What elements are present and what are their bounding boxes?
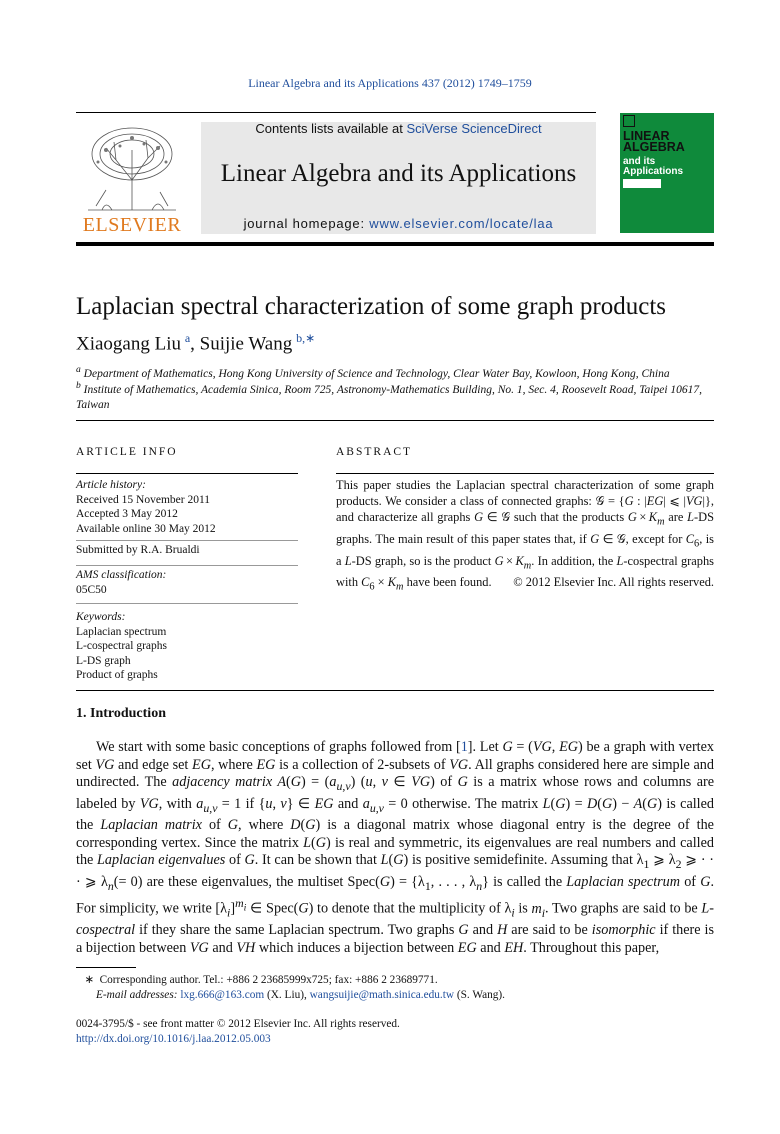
email-link[interactable]: wangsuijie@math.sinica.edu.tw bbox=[309, 989, 455, 1001]
divider bbox=[76, 420, 714, 421]
author-name: Xiaogang Liu bbox=[76, 333, 182, 355]
accepted-date: Accepted 3 May 2012 bbox=[76, 508, 178, 521]
author-affil-mark[interactable]: a bbox=[184, 331, 191, 345]
email-owner: (S. Wang). bbox=[456, 989, 505, 1001]
divider bbox=[76, 565, 298, 566]
article-info-heading: ARTICLE INFO bbox=[76, 446, 178, 458]
email-label: E-mail addresses: bbox=[96, 989, 178, 1001]
contents-line bbox=[201, 121, 596, 136]
divider bbox=[336, 473, 714, 474]
divider bbox=[76, 603, 298, 604]
asterisk-mark: ∗ bbox=[84, 974, 94, 986]
issn-line: 0024-3795/$ - see front matter © 2012 Elsevier Inc. All rights reserved. bbox=[76, 1018, 400, 1030]
homepage-link[interactable]: www.elsevier.com/locate/laa bbox=[369, 216, 554, 231]
journal-citation[interactable]: Linear Algebra and its Applications 437 (2012) 1749–1759 bbox=[248, 76, 532, 90]
email-owner: (X. Liu), bbox=[266, 989, 307, 1001]
cover-title: LINEAR ALGEBRA bbox=[623, 129, 685, 154]
doi-link[interactable]: http://dx.doi.org/10.1016/j.laa.2012.05.003 bbox=[76, 1033, 271, 1045]
keyword: L-DS graph bbox=[76, 654, 131, 667]
homepage-line bbox=[201, 216, 596, 231]
online-date: Available online 30 May 2012 bbox=[76, 522, 216, 535]
ref-link[interactable]: 1 bbox=[460, 739, 468, 755]
footnote-corresponding bbox=[76, 973, 716, 988]
abstract-heading: ABSTRACT bbox=[336, 446, 413, 458]
ams-label: AMS classification: bbox=[76, 569, 167, 581]
intro-paragraph: We start with some basic conceptions of graphs followed from [1]. Let G = (VG, EG) be a graph with vertex set VG and edge set EG, where EG is a collection of 2-subsets of VG. All graphs considered here are simple and undirected. The adjacency matrix $A(G) = (a_{u,v})$ (u, v ∈ VG) of G is a matrix whose rows and columns are labeled by VG, with $a_{u,v} = 1$ if {u, v} ∈ EG and $a_{u,v} = 0$ otherwise. The matrix L(G) = D(G) − A(G) is called the Laplacian matrix of G, where D(G) is a diagonal matrix whose diagonal entry is the degree of the corresponding vertex. Since the matrix L(G) is real and symmetric, its eigenvalues are real numbers and called the Laplacian eigenvalues of G. It can be shown that L(G) is positive semidefinite. Assuming that $\lambda_1$ ⩾ $\lambda_2$ ⩾ · · · ⩾ $\lambda_n(= 0)$ are these eigenvalues, the multiset Spec(G) = {$\lambda_1$, . . . , $\lambda_n$} is called the Laplacian spectrum of G. For simplicity, we write $[\lambda_i]^{m_i}$ ∈ Spec(G) to denote that the multiplicity of $\lambda_i$ is $m_i$. Two graphs are said to be L-cospectral if they share the same Laplacian spectrum. Two graphs G and H are said to be isomorphic if there is a bijection between VG and VH which induces a bijection between EG and EH. Throughout this paper, bbox=[76, 739, 715, 956]
corresponding-text: Corresponding author. Tel.: +886 2 23685999x725; fax: +886 2 23689771. bbox=[99, 974, 438, 986]
elsevier-logo bbox=[76, 120, 188, 238]
journal-cover bbox=[620, 113, 714, 233]
ams-code: 05C50 bbox=[76, 583, 107, 596]
keyword: L-cospectral graphs bbox=[76, 640, 168, 653]
homepage-prefix: journal homepage: bbox=[243, 216, 370, 231]
ams-classification bbox=[76, 568, 166, 597]
abstract-copyright: © 2012 Elsevier Inc. All rights reserved. bbox=[513, 575, 714, 589]
cover-emblem-icon bbox=[623, 115, 635, 127]
divider bbox=[76, 473, 298, 474]
affil-mark: b bbox=[76, 380, 81, 391]
journal-title: Linear Algebra and its Applications bbox=[220, 160, 577, 187]
elsevier-wordmark: ELSEVIER bbox=[82, 214, 182, 236]
header-top-rule bbox=[76, 112, 596, 113]
author-affil-mark[interactable]: b,∗ bbox=[296, 331, 316, 345]
history-label: Article history: bbox=[76, 479, 146, 491]
affiliation-b bbox=[76, 378, 716, 413]
keyword: Laplacian spectrum bbox=[76, 625, 167, 638]
keyword: Product of graphs bbox=[76, 669, 158, 682]
article-history bbox=[76, 478, 298, 536]
email-link[interactable]: lxg.666@163.com bbox=[180, 989, 265, 1001]
keywords bbox=[76, 610, 167, 683]
received-date: Received 15 November 2011 bbox=[76, 493, 211, 506]
sciencedirect-link[interactable]: SciVerse ScienceDirect bbox=[406, 121, 542, 136]
divider bbox=[76, 540, 298, 541]
paper-title: Laplacian spectral characterization of some graph products bbox=[76, 293, 667, 320]
author-list: Xiaogang Liu $^a$, Suijie Wang $^{b,∗}$ bbox=[76, 331, 316, 355]
author-name: Suijie Wang bbox=[199, 333, 293, 355]
footnote-rule bbox=[76, 967, 136, 968]
affil-mark: a bbox=[76, 364, 81, 375]
divider bbox=[76, 690, 714, 691]
submitted-by: Submitted by R.A. Brualdi bbox=[76, 544, 200, 556]
affil-text: Institute of Mathematics, Academia Sinica, Room 725, Astronomy-Mathematics Building, No. 1, Sec. 4, Roosevelt Road, Taipei 10617, Taiwan bbox=[76, 383, 703, 411]
cover-subtitle: and its Applications bbox=[623, 156, 684, 177]
affil-text: Department of Mathematics, Hong Kong University of Science and Technology, Clear Water Bay, Kowloon, Hong Kong, China bbox=[83, 367, 670, 380]
header-bottom-rule bbox=[76, 242, 714, 246]
contents-prefix: Contents lists available at bbox=[255, 121, 407, 136]
footnote-emails bbox=[96, 988, 716, 1003]
abstract-text: This paper studies the Laplacian spectral characterization of some graph products. We consider a class of connected graphs: 𝒢 = {G : |EG| ⩽ |VG|}, and characterize all graphs G ∈ 𝒢 such that the products $G \times K_m$ are L-DS graphs. The main result of this paper states that, if G ∈ 𝒢, except for $C_6$, is a L-DS graph, so is the product $G \times K_m$. In addition, the L-cospectral graphs with $C_6 \times K_m$ have been found. bbox=[336, 478, 715, 593]
cover-label-box bbox=[623, 179, 661, 188]
keywords-label: Keywords: bbox=[76, 611, 126, 623]
section-heading: 1. Introduction bbox=[76, 706, 166, 721]
